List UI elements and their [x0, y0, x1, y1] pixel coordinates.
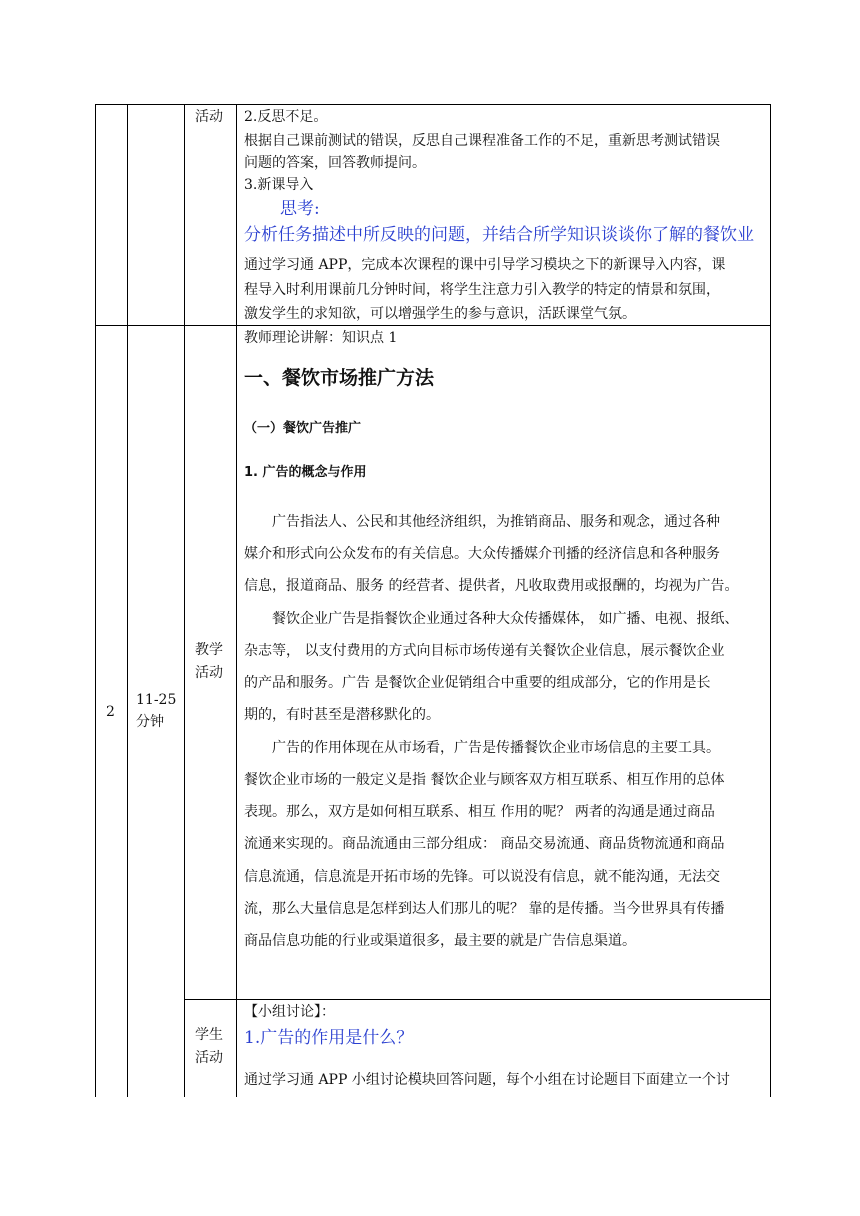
table-col3-border: [236, 104, 237, 1097]
row-number: 2: [106, 704, 115, 720]
row1-line: 根据自己课前测试的错误，反思自己课程准备工作的不足，重新思考测试错误: [244, 133, 720, 149]
row1-line: 3.新课导入: [244, 177, 314, 193]
table-right-border: [770, 104, 771, 1097]
table-col1-border: [127, 104, 128, 1097]
paragraph-line: 广告的作用体现在从市场看，广告是传播餐饮企业市场信息的主要工具。: [272, 740, 720, 756]
paragraph-line: 信息流通，信息流是开拓市场的先锋。可以说没有信息，就不能沟通，无法交: [244, 869, 720, 885]
row1-line: 问题的答案，回答教师提问。: [244, 155, 426, 171]
paragraph-line: 信息，报道商品、服务 的经营者、提供者，凡收取费用或报酬的，均视为广告。: [244, 578, 739, 594]
section-heading: 一、餐饮市场推广方法: [244, 367, 435, 389]
row1-line: 激发学生的求知欲，可以增强学生的参与意识，活跃课堂气氛。: [244, 306, 636, 322]
paragraph-line: 餐饮企业广告是指餐饮企业通过各种大众传播媒体， 如广播、电视、报纸、: [272, 611, 739, 627]
paragraph-line: 期的，有时甚至是潜移默化的。: [244, 707, 440, 723]
table-left-border: [95, 104, 96, 1097]
student-activity-label: 学生: [195, 1027, 223, 1043]
paragraph-line: 餐饮企业市场的一般定义是指 餐饮企业与顾客双方相互联系、相互作用的总体: [244, 772, 725, 788]
teacher-intro: 教师理论讲解：知识点 1: [244, 330, 398, 346]
teach-activity-label: 活动: [195, 665, 223, 681]
discussion-heading: 【小组讨论】：: [244, 1004, 335, 1020]
paragraph-line: 流通来实现的。商品流通由三部分组成： 商品交易流通、商品货物流通和商品: [244, 836, 725, 852]
table-top-border: [95, 104, 771, 105]
paragraph-line: 表现。那么，双方是如何相互联系、相互 作用的呢？ 两者的沟通是通过商品: [244, 804, 715, 820]
paragraph-line: 杂志等， 以支付费用的方式向目标市场传递有关餐饮企业信息，展示餐饮企业: [244, 643, 725, 659]
student-activity-label: 活动: [195, 1050, 223, 1066]
row1-line: 2.反思不足。: [244, 109, 328, 125]
discussion-question: 1.广告的作用是什么？: [244, 1028, 414, 1048]
row1-bottom-border: [95, 325, 771, 326]
paragraph-line: 商品信息功能的行业或渠道很多，最主要的就是广告信息渠道。: [244, 933, 636, 949]
row1-line: 程导入时利用课前几分钟时间，将学生注意力引入教学的特定的情景和氛围，: [244, 282, 720, 298]
row2-bottom-border: [184, 999, 771, 1000]
paragraph-line: 媒介和形式向公众发布的有关信息。大众传播媒介刊播的经济信息和各种服务: [244, 546, 720, 562]
row1-line: 通过学习通 APP，完成本次课程的课中引导学习模块之下的新课导入内容，课: [244, 257, 726, 273]
table-col2-border: [184, 104, 185, 1097]
teach-activity-label: 教学: [195, 642, 223, 658]
paragraph-line: 广告指法人、公民和其他经济组织，为推销商品、服务和观念，通过各种: [272, 514, 720, 530]
topic-heading: 1. 广告的概念与作用: [244, 465, 367, 480]
subsection-heading: （一）餐饮广告推广: [244, 421, 362, 436]
discussion-text: 通过学习通 APP 小组讨论模块回答问题，每个小组在讨论题目下面建立一个讨: [244, 1072, 730, 1088]
think-question: 分析任务描述中所反映的问题，并结合所学知识谈谈你了解的餐饮业: [244, 225, 754, 245]
paragraph-line: 的产品和服务。广告 是餐饮企业促销组合中重要的组成部分，它的作用是长: [244, 675, 711, 691]
paragraph-line: 流，那么大量信息是怎样到达人们那儿的呢？ 靠的是传播。当今世界具有传播: [244, 901, 725, 917]
time-unit: 分钟: [136, 714, 164, 730]
time-range: 11-25: [136, 692, 177, 708]
row1-label: 活动: [195, 109, 223, 125]
think-heading: 思考:: [280, 199, 320, 219]
